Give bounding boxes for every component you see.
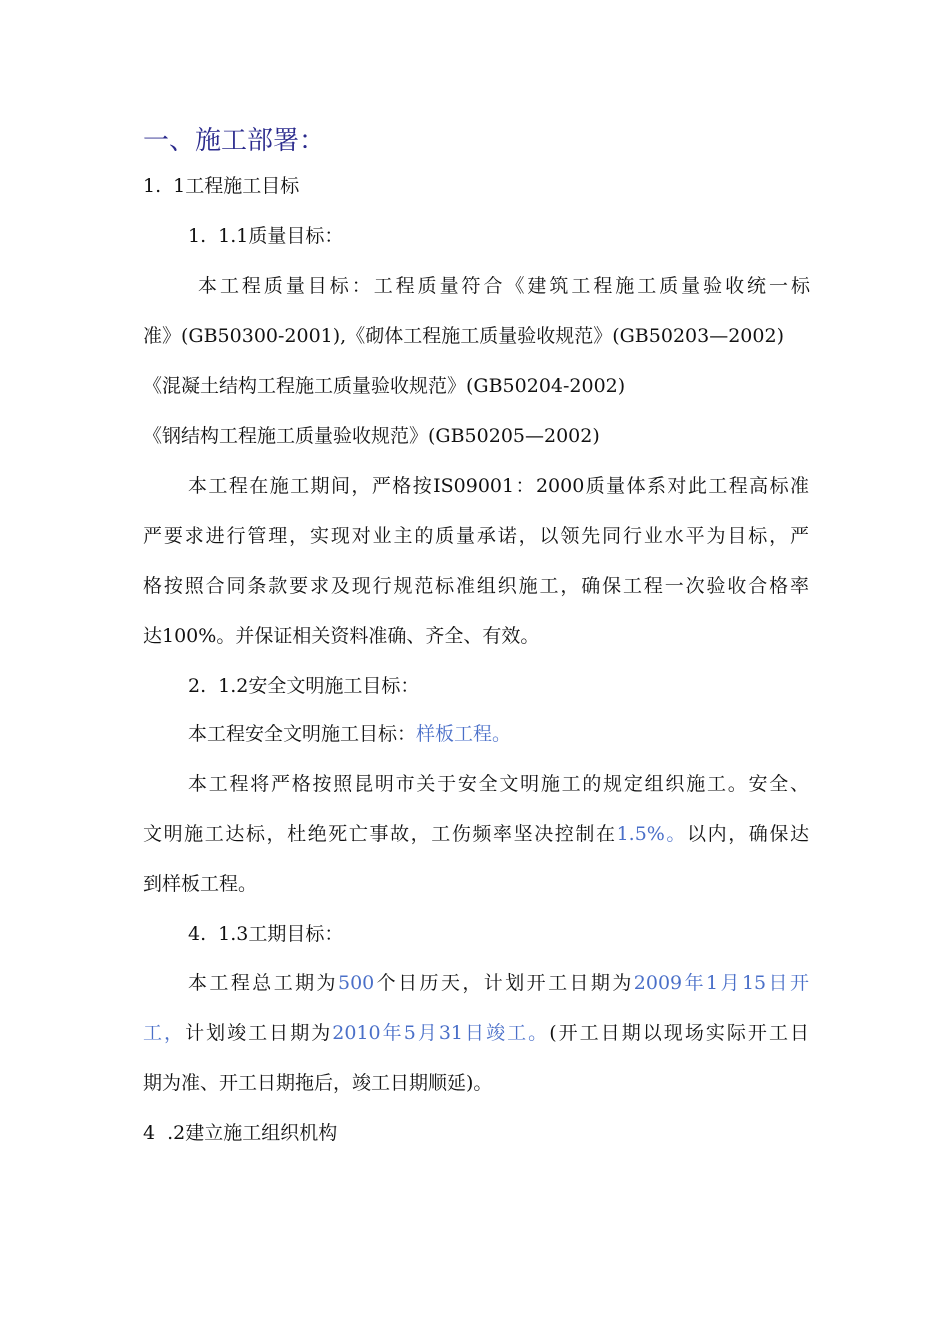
- total-days: 500: [337, 972, 375, 994]
- paragraph-schedule-line-1: [188, 969, 809, 997]
- paragraph-schedule-line-2: [143, 1019, 809, 1047]
- schedule-note: (开工日期以现场实际开工日: [549, 1022, 809, 1044]
- paragraph-quality-line-1: 本工程质量目标：工程质量符合《建筑工程施工质量验收统一标: [198, 275, 810, 297]
- paragraph-safety-line-3: 到样板工程。: [143, 873, 258, 895]
- injury-rate: 1.5%。: [616, 823, 688, 845]
- safety-goal-value: 样板工程。: [416, 723, 512, 745]
- safety-text: 文明施工达标，杜绝死亡事故，工伤频率坚决控制在: [143, 823, 617, 845]
- subsection-title: 1.1质量目标：: [218, 225, 344, 247]
- paragraph-iso-line-2: 严要求进行管理，实现对业主的质量承诺，以领先同行业水平为目标，严: [143, 525, 809, 547]
- paragraph-quality-line-4: 《钢结构工程施工质量验收规范》(GB50205—2002): [143, 425, 600, 447]
- subsection-title: 1工程施工目标: [173, 175, 300, 197]
- list-number: 4: [143, 1122, 156, 1144]
- list-number: 2.: [188, 675, 207, 697]
- subsection-title: .2建立施工组织机构: [167, 1122, 338, 1144]
- subsection-1-1: [143, 172, 299, 200]
- list-number: 4.: [188, 923, 207, 945]
- subsection-1-1-1: [188, 222, 343, 250]
- finish-date: 2010年5月31日竣工。: [332, 1022, 550, 1044]
- paragraph-iso-line-1: 本工程在施工期间，严格按IS09001：2000质量体系对此工程高标准: [188, 475, 809, 497]
- paragraph-safety-line-2: [143, 820, 809, 848]
- paragraph-iso-line-3: 格按照合同条款要求及现行规范标准组织施工，确保工程一次验收合格率: [143, 575, 809, 597]
- section-heading: 一、施工部署：: [143, 126, 326, 156]
- paragraph-schedule-line-3: 期为准、开工日期拖后，竣工日期顺延)。: [143, 1072, 493, 1094]
- subsection-title: 1.2安全文明施工目标：: [218, 675, 420, 697]
- subsection-title: 1.3工期目标：: [218, 923, 344, 945]
- safety-goal-label: 本工程安全文明施工目标：: [188, 723, 417, 745]
- subsection-1-1-2: [188, 672, 419, 700]
- paragraph-safety-goal: [188, 720, 511, 748]
- paragraph-quality-line-3: 《混凝土结构工程施工质量验收规范》(GB50204-2002): [143, 375, 626, 397]
- safety-text-end: 以内，确保达: [687, 823, 809, 845]
- paragraph-quality-line-2: 准》(GB50300-2001),《砌体工程施工质量验收规范》(GB50203—2002): [143, 325, 784, 347]
- paragraph-iso-line-4: 达100%。并保证相关资料准确、齐全、有效。: [143, 625, 540, 647]
- paragraph-safety-line-1: 本工程将严格按照昆明市关于安全文明施工的规定组织施工。安全、: [188, 773, 809, 795]
- start-date-end: 工，: [143, 1022, 186, 1044]
- subsection-1-2: [143, 1119, 337, 1147]
- list-number: 1.: [188, 225, 207, 247]
- schedule-text: 个日历天，计划开工日期为: [374, 972, 634, 994]
- subsection-1-1-3: [188, 920, 343, 948]
- list-number: 1.: [143, 175, 162, 197]
- schedule-text: 计划竣工日期为: [185, 1022, 333, 1044]
- schedule-text: 本工程总工期为: [188, 972, 338, 994]
- start-date: 2009年1月15日开: [633, 972, 809, 994]
